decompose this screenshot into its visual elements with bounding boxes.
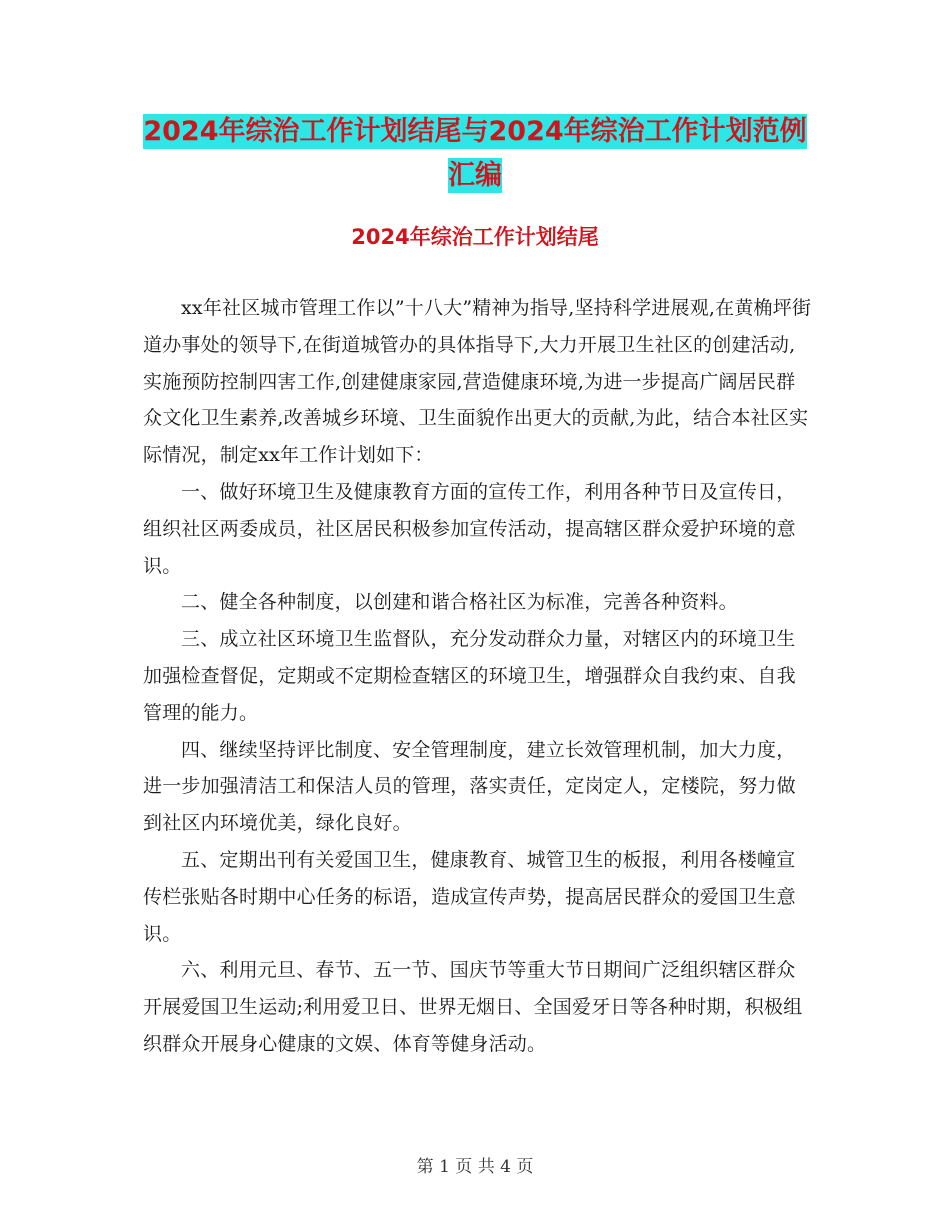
- paragraph-intro: xx年社区城市管理工作以”十八大”精神为指导,坚持科学进展观,在黄桷坪街道办事处的领导下,在街道城管办的具体指导下,大力开展卫生社区的创建活动,实施预防控制四害工作,创建健康家园,营造健康环境,为进一步提高广阔居民群众文化卫生素养,改善城乡环境、卫生面貌作出更大的贡献,为此，结合本社区实际情况，制定xx年工作计划如下：: [143, 297, 812, 467]
- page-number: 第 1 页 共 4 页: [416, 1157, 534, 1177]
- title-line-1: 2024年综治工作计划结尾与2024年综治工作计划范例: [143, 116, 807, 147]
- paragraph-item-5: 五、定期出刊有关爱国卫生，健康教育、城管卫生的板报，利用各楼幢宣传栏张贴各时期中心任务的标语，造成宣传声势，提高居民群众的爱国卫生意识。: [143, 848, 796, 945]
- paragraph-item-1: 一、做好环境卫生及健康教育方面的宣传工作，利用各种节日及宣传日，组织社区两委成员，社区居民积极参加宣传活动，提高辖区群众爱护环境的意识。: [143, 480, 796, 577]
- title-line-2: 汇编: [448, 160, 502, 191]
- paragraph-item-4: 四、继续坚持评比制度、安全管理制度，建立长效管理机制，加大力度，进一步加强清洁工和保洁人员的管理，落实责任，定岗定人，定楼院，努力做到社区内环境优美，绿化良好。: [143, 738, 796, 835]
- paragraph-item-3: 三、成立社区环境卫生监督队，充分发动群众力量，对辖区内的环境卫生加强检查督促，定期或不定期检查辖区的环境卫生，增强群众自我约束、自我管理的能力。: [143, 628, 796, 724]
- document-title: [120, 110, 830, 198]
- paragraph-item-2: 二、健全各种制度，以创建和谐合格社区为标准，完善各种资料。: [181, 591, 738, 614]
- page-footer: [0, 1152, 950, 1177]
- section-title: 2024年综治工作计划结尾: [351, 225, 599, 249]
- paragraph-item-6: 六、利用元旦、春节、五一节、国庆节等重大节日期间广泛组织辖区群众开展爱国卫生运动;利用爱卫日、世界无烟日、全国爱牙日等各种时期，积极组织群众开展身心健康的文娱、体育等健身活动。: [143, 959, 803, 1055]
- document-body: [143, 290, 813, 1063]
